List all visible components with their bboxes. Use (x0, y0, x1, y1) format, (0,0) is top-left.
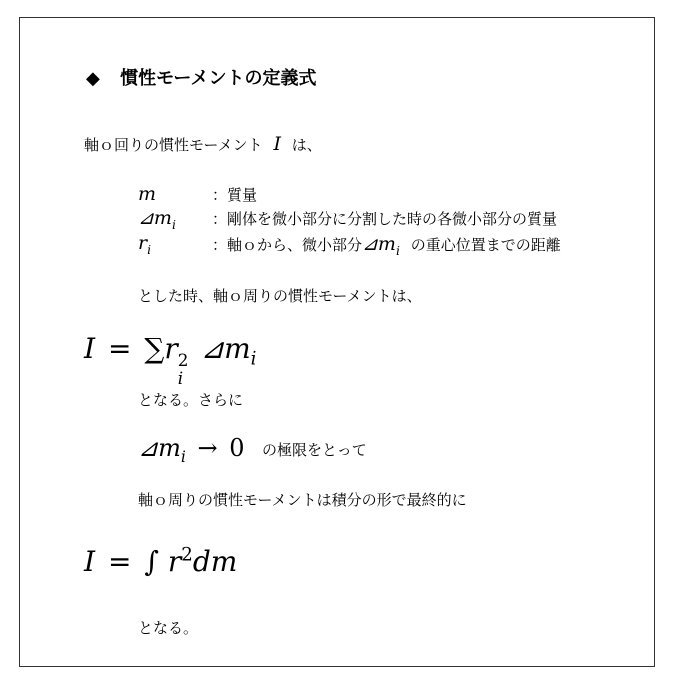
sentence-4: となる。 (138, 619, 199, 637)
sentence-1: とした時、軸ｏ周りの慣性モーメントは、 (138, 287, 422, 305)
limit-expression: $⊿m_i \to 0$ (138, 434, 245, 466)
equation-sum: I = ∑r 2 i $⊿m_i$ (84, 332, 257, 388)
def-symbol-m: m (138, 183, 157, 205)
def-desc-ri: ：軸ｏから、微小部分$⊿m_i$ の重心位置までの距離 (212, 233, 561, 258)
section-title (86, 68, 317, 90)
def-desc-m: ：質量 (212, 186, 258, 204)
intro-suffix: は、 (291, 136, 322, 154)
limit-text: の極限をとって (262, 441, 367, 459)
intro-prefix: 軸ｏ回りの慣性モーメント (84, 136, 263, 154)
def-symbol-dmi: $⊿m_i$ (138, 207, 176, 232)
intro-line (84, 135, 322, 154)
sentence-3: 軸ｏ周りの慣性モーメントは積分の形で最終的に (138, 491, 467, 509)
section-title-text: 慣性モーメントの定義式 (120, 68, 317, 89)
diamond-bullet-icon: ◆ (86, 68, 100, 89)
def-symbol-ri: $r_i$ (138, 232, 152, 257)
equation-integral: I = ∫ $r^2dm$ (84, 544, 238, 578)
sentence-2: となる。さらに (138, 391, 244, 409)
intro-symbol: I (273, 133, 281, 155)
def-desc-dmi-symbol: $⊿m_i$ (362, 233, 400, 258)
def-desc-dmi: ：剛体を微小部分に分割した時の各微小部分の質量 (212, 210, 558, 228)
